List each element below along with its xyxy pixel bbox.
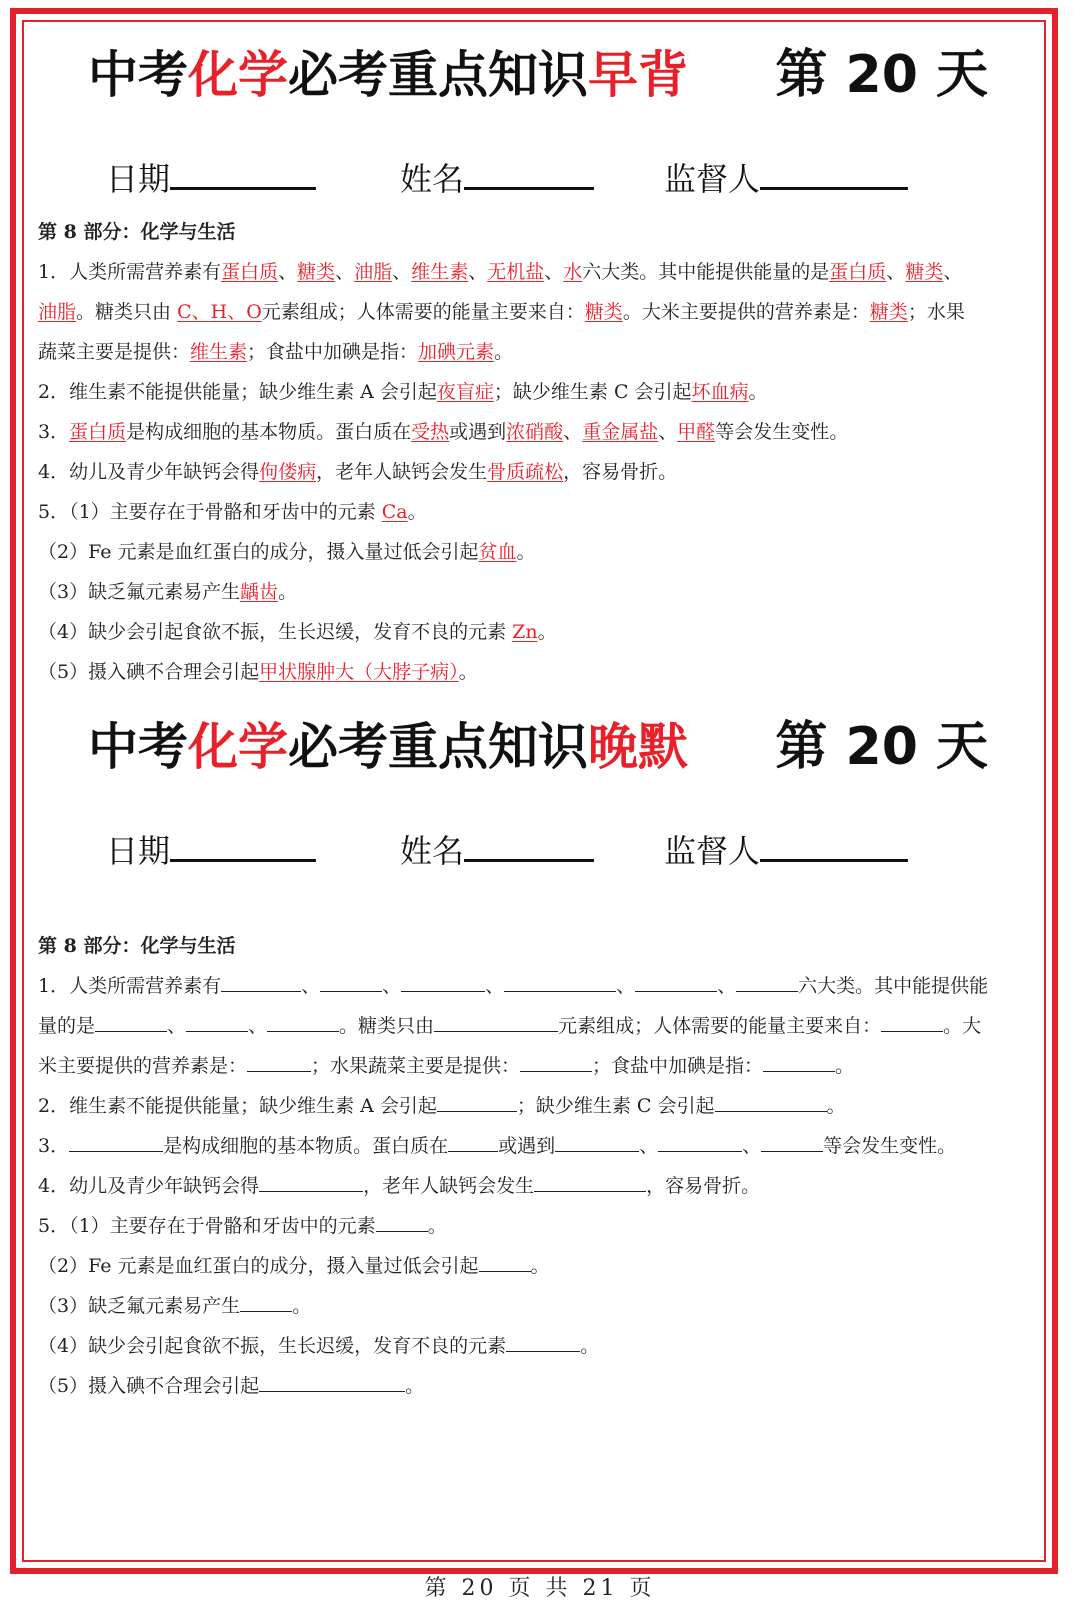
q4-line: 4．幼儿及青少年缺钙会得佝偻病，老年人缺钙会发生骨质疏松，容易骨折。 (38, 461, 678, 483)
section-heading: 第 8 部分：化学与生活 (38, 935, 236, 957)
e3-line: 3． 是构成细胞的基本物质。蛋白质在 或遇到 、 、 等会发生变性。 (38, 1126, 1038, 1166)
q5-4-line: （4）缺少会引起食欲不振，生长迟缓，发育不良的元素 Zn。 (38, 621, 557, 643)
q5-5-line: （5）摄入碘不合理会引起甲状腺肿大（大脖子病）。 (38, 661, 478, 683)
morning-day: 第 20 天 (775, 45, 988, 105)
date-field[interactable]: 日期 (106, 153, 316, 204)
q2-line: 2．维生素不能提供能量；缺少维生素 A 会引起夜盲症；缺少维生素 C 会引起坏血病。 (38, 381, 768, 403)
page-footer: 第 20 页 共 21 页 (424, 1576, 656, 1601)
q5-2-line: （2）Fe 元素是血红蛋白的成分，摄入量过低会引起贫血。 (38, 541, 536, 563)
supervisor-field[interactable]: 监督人 (664, 825, 908, 876)
evening-fields (106, 825, 966, 875)
q1-line2: 油脂。糖类只由 C、H、O元素组成；人体需要的能量主要来自：糖类。大米主要提供的营养素是：糖类；水果 (38, 301, 965, 323)
e2-line: 2．维生素不能提供能量；缺少维生素 A 会引起 ；缺少维生素 C 会引起 。 (38, 1086, 1038, 1126)
e1-line2: 量的是 、 、 。糖类只由 元素组成；人体需要的能量主要来自： 。大 (38, 1006, 1038, 1046)
e5-1-line: 5．（1）主要存在于骨骼和牙齿中的元素 。 (38, 1206, 1038, 1246)
evening-day: 第 20 天 (775, 717, 988, 777)
e5-2-line: （2）Fe 元素是血红蛋白的成分，摄入量过低会引起 。 (38, 1246, 1038, 1286)
e4-line: 4．幼儿及青少年缺钙会得 ，老年人缺钙会发生 ，容易骨折。 (38, 1166, 1038, 1206)
q5-3-line: （3）缺乏氟元素易产生龋齿。 (38, 581, 298, 603)
q3-line: 3．蛋白质是构成细胞的基本物质。蛋白质在受热或遇到浓硝酸、重金属盐、甲醛等会发生变性。 (38, 421, 849, 443)
e5-3-line: （3）缺乏氟元素易产生 。 (38, 1286, 1038, 1326)
morning-section (38, 212, 1038, 692)
name-field[interactable]: 姓名 (400, 825, 594, 876)
morning-fields (106, 153, 966, 203)
q1-line3: 蔬菜主要是提供：维生素；食盐中加碘是指：加碘元素。 (38, 341, 514, 363)
q1-line1: 1．人类所需营养素有蛋白质、糖类、油脂、维生素、无机盐、水六大类。其中能提供能量的是蛋白质、糖类、 (38, 261, 963, 283)
supervisor-field[interactable]: 监督人 (664, 153, 908, 204)
e1-line3: 米主要提供的营养素是： ；水果蔬菜主要是提供： ；食盐中加碘是指： 。 (38, 1046, 1038, 1086)
e1-line1: 1．人类所需营养素有 、 、 、 、 、 六大类。其中能提供能 (38, 966, 1038, 1006)
e5-5-line: （5）摄入碘不合理会引起 。 (38, 1366, 1038, 1406)
q5-1-line: 5．（1）主要存在于骨骼和牙齿中的元素 Ca。 (38, 501, 427, 523)
evening-title: 中考化学必考重点知识晚默 第 20 天 (88, 712, 1008, 782)
morning-title: 中考化学必考重点知识早背 第 20 天 (88, 40, 1008, 110)
e5-4-line: （4）缺少会引起食欲不振，生长迟缓，发育不良的元素 。 (38, 1326, 1038, 1366)
evening-section (38, 926, 1038, 1406)
date-field[interactable]: 日期 (106, 825, 316, 876)
section-heading: 第 8 部分：化学与生活 (38, 221, 236, 243)
name-field[interactable]: 姓名 (400, 153, 594, 204)
